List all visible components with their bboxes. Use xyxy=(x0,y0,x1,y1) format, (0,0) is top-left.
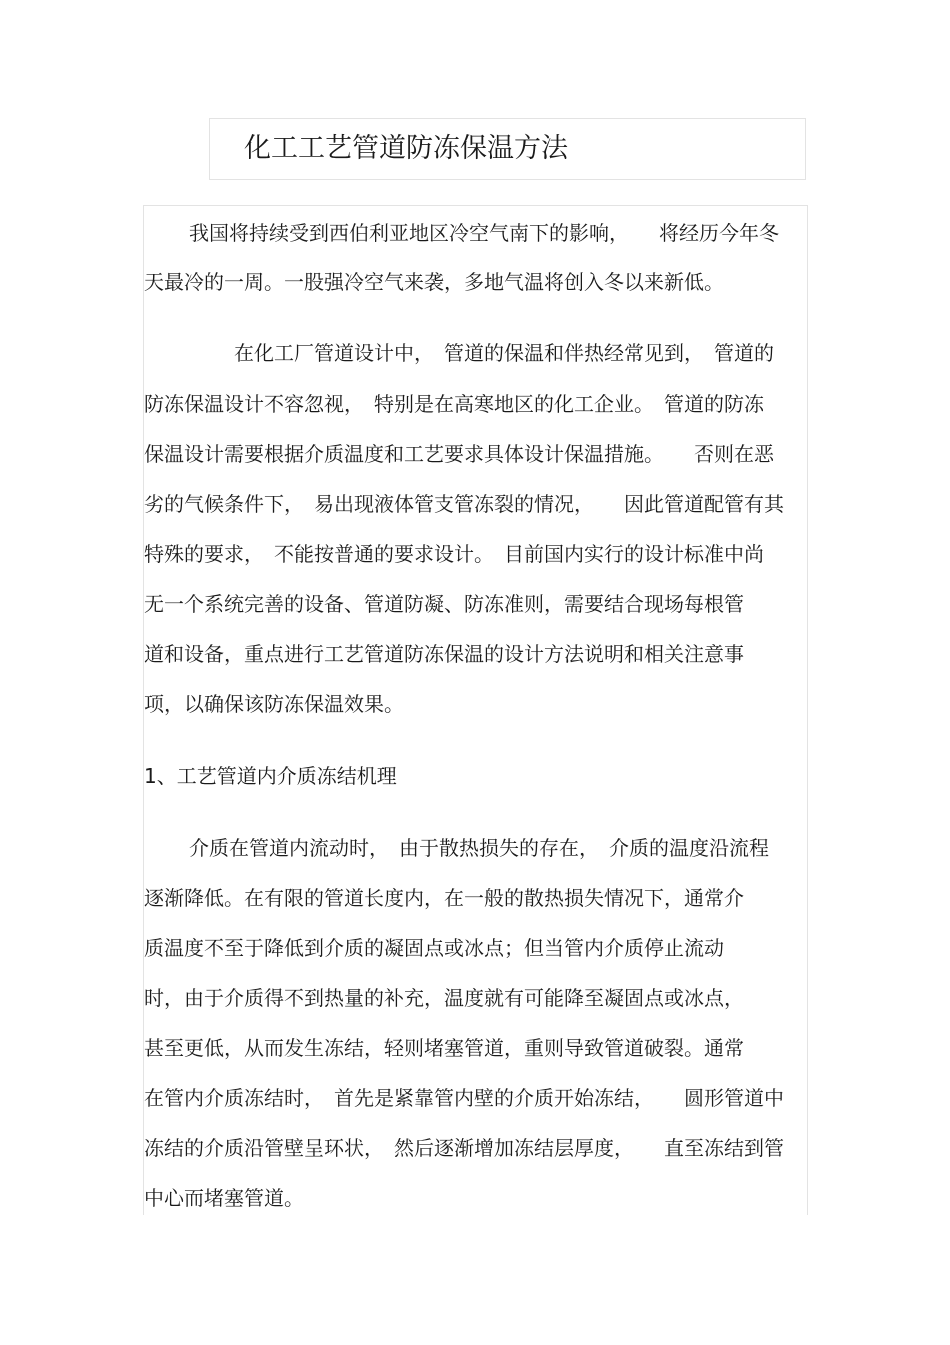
paragraph-3-line-3: 质温度不至于降低到介质的凝固点或冰点；但当管内介质停止流动 xyxy=(144,936,724,960)
paragraph-2-line-6: 无一个系统完善的设备、管道防凝、防冻准则，需要结合现场每根管 xyxy=(144,592,744,616)
paragraph-2-line-4: 劣的气候条件下， 易出现液体管支管冻裂的情况， 因此管道配管有其 xyxy=(144,492,784,516)
title-box xyxy=(209,118,806,180)
paragraph-3-line-2: 逐渐降低。在有限的管道长度内，在一般的散热损失情况下，通常介 xyxy=(144,886,744,910)
paragraph-1-line-1: 我国将持续受到西伯利亚地区冷空气南下的影响， 将经历今年冬 xyxy=(189,221,779,245)
paragraph-3-line-7: 冻结的介质沿管壁呈环状， 然后逐渐增加冻结层厚度， 直至冻结到管 xyxy=(144,1136,784,1160)
paragraph-3-line-1: 介质在管道内流动时， 由于散热损失的存在， 介质的温度沿流程 xyxy=(189,836,769,860)
paragraph-2-line-2: 防冻保温设计不容忽视， 特别是在高寒地区的化工企业。 管道的防冻 xyxy=(144,392,764,416)
paragraph-3-line-5: 甚至更低，从而发生冻结，轻则堵塞管道，重则导致管道破裂。通常 xyxy=(144,1036,744,1060)
paragraph-3-line-6: 在管内介质冻结时， 首先是紧靠管内壁的介质开始冻结， 圆形管道中 xyxy=(144,1086,784,1110)
paragraph-2-line-1: 在化工厂管道设计中， 管道的保温和伴热经常见到， 管道的 xyxy=(234,341,774,365)
paragraph-2-line-8: 项，以确保该防冻保温效果。 xyxy=(144,692,404,716)
page-title: 化工工艺管道防冻保温方法 xyxy=(244,133,568,164)
paragraph-2-line-7: 道和设备，重点进行工艺管道防冻保温的设计方法说明和相关注意事 xyxy=(144,642,744,666)
paragraph-2-line-3: 保温设计需要根据介质温度和工艺要求具体设计保温措施。 否则在恶 xyxy=(144,442,774,466)
paragraph-3-line-4: 时，由于介质得不到热量的补充，温度就有可能降至凝固点或冰点， xyxy=(144,986,744,1010)
paragraph-3-line-8: 中心而堵塞管道。 xyxy=(144,1186,304,1210)
document-body xyxy=(143,205,808,1215)
section-heading: 1、工艺管道内介质冻结机理 xyxy=(144,764,397,788)
paragraph-1-line-2: 天最冷的一周。一股强冷空气来袭，多地气温将创入冬以来新低。 xyxy=(144,270,724,294)
paragraph-2-line-5: 特殊的要求， 不能按普通的要求设计。 目前国内实行的设计标准中尚 xyxy=(144,542,764,566)
